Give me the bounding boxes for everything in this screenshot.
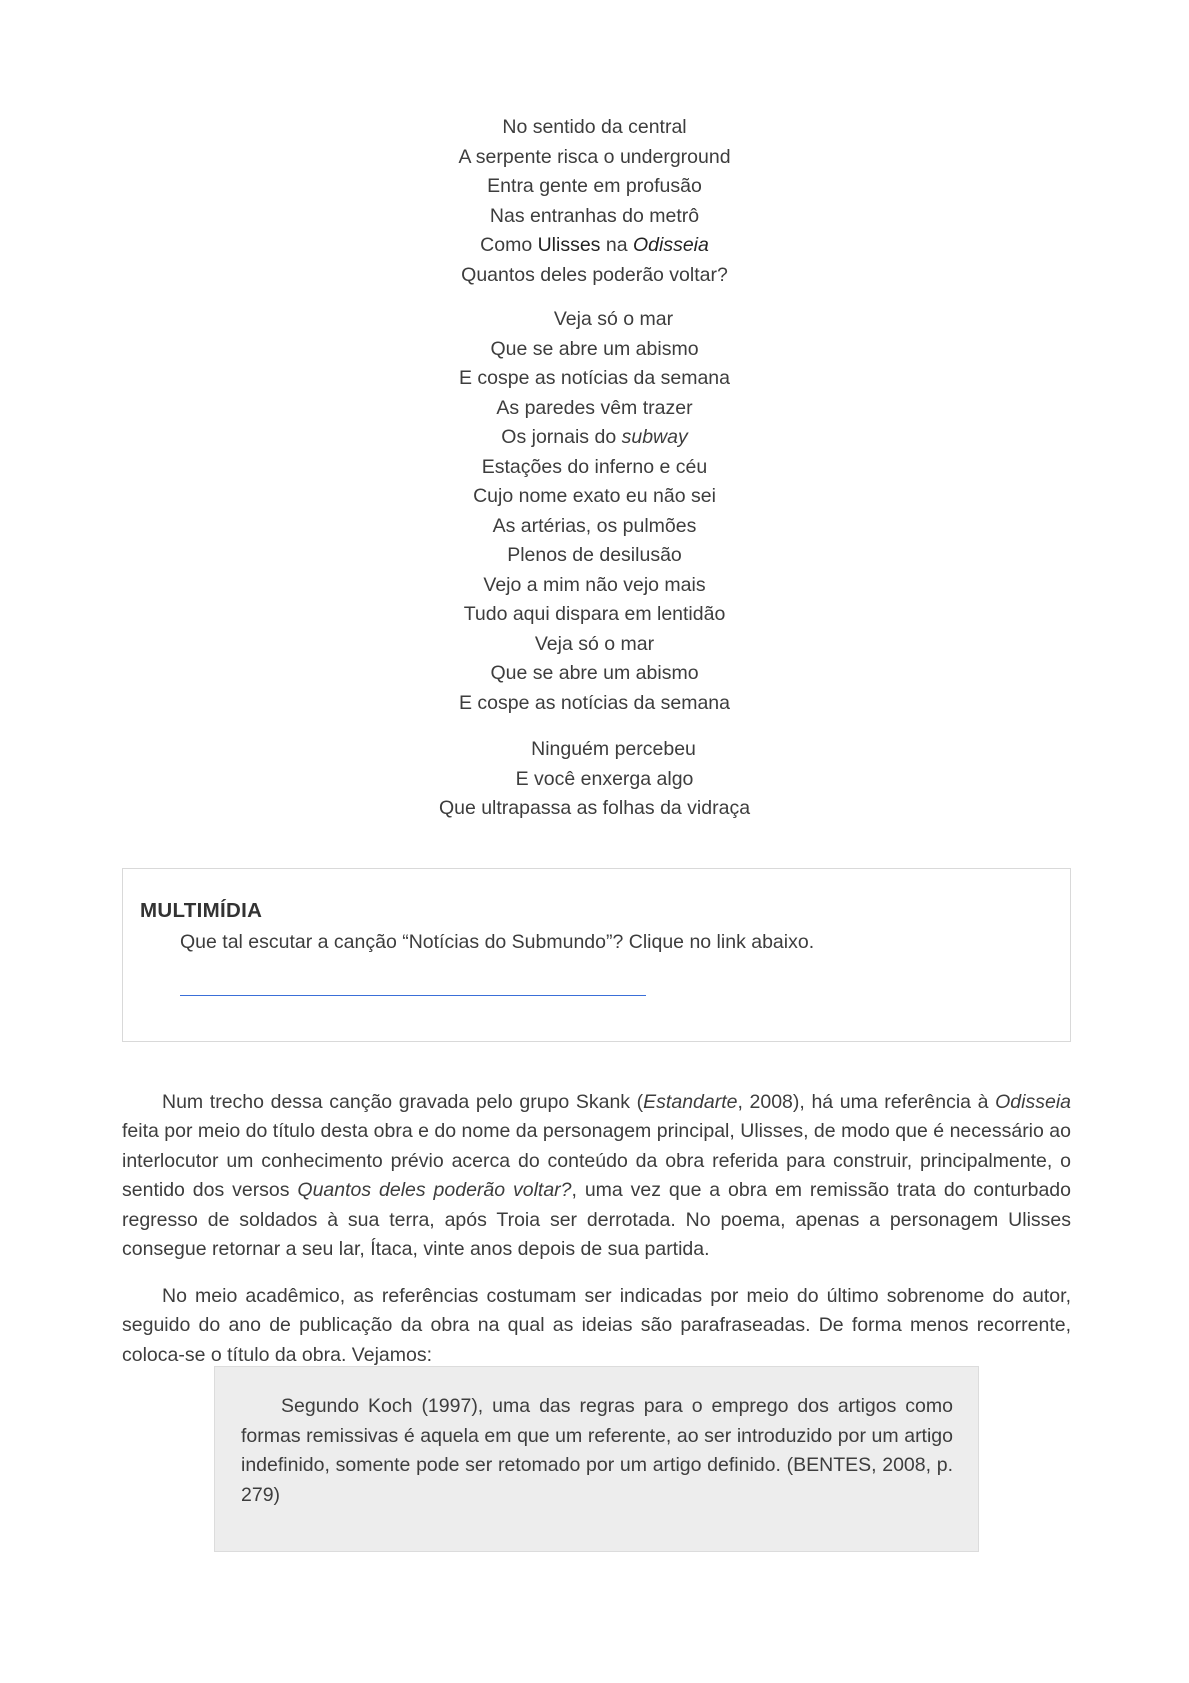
poem-line: Veja só o mar	[553, 308, 674, 330]
work-title: Odisseia	[995, 1090, 1071, 1113]
poem-line: Vejo a mim não vejo mais	[483, 573, 706, 596]
poem-line: E cospe as notícias da semana	[459, 367, 730, 389]
poem-line: Que ultrapassa as folhas da vidraça	[438, 797, 751, 819]
paragraph-text: Num trecho dessa canção gravada pelo grupo Skank (	[162, 1090, 644, 1113]
body-paragraph-2: No meio acadêmico, as referências costumam ser indicadas por meio do último sobrenome do autor, seguido do ano de publicação da obra na qual as ideias são parafraseadas. De forma menos recorrente, coloca-se o título da obra. Vejamos:	[122, 1284, 1071, 1366]
multimedia-title: MULTIMÍDIA	[140, 899, 263, 922]
paragraph-text: , uma vez que a obra em remissão trata do conturbado regresso de soldados à sua terra, após Troia ser derrotada. No poema, apenas a personagem Ulisses consegue retornar a seu lar, Ítaca, vinte anos depois de sua partida.	[122, 1179, 1071, 1261]
poem-line: Ninguém percebeu	[531, 738, 696, 760]
poem-line: Quantos deles poderão voltar?	[461, 263, 728, 286]
citation-box	[214, 1366, 979, 1552]
poem-line: Que se abre um abismo	[490, 337, 699, 360]
poem-line: As paredes vêm trazer	[496, 396, 693, 419]
work-title: Odisseia	[632, 234, 709, 256]
poem-line: As artérias, os pulmões	[492, 514, 697, 537]
paragraph-text: feita por meio do título desta obra e do nome da personagem principal, Ulisses, de modo que é necessário ao interlocutor um conhecimento prévio acerca do conteúdo da obra referida para construir, principalmente, o sentido dos versos	[122, 1120, 1071, 1202]
poem-stanza-1	[0, 113, 1189, 290]
poem-line	[0, 231, 1189, 261]
poem-text: Os jornais do	[501, 426, 622, 448]
poem-stanza-3	[0, 735, 1189, 824]
poem-text: na	[600, 234, 633, 256]
poem-line: A serpente risca o underground	[458, 145, 731, 168]
verse-quote: Quantos deles poderão voltar?	[297, 1179, 572, 1202]
poem-line: E cospe as notícias da semana	[459, 691, 730, 714]
poem-text: Como	[480, 234, 538, 256]
poem-line: Entra gente em profusão	[487, 175, 702, 197]
poem-line: Plenos de desilusão	[507, 544, 682, 566]
poem-line: No sentido da central	[502, 116, 687, 138]
poem-line: Cujo nome exato eu não sei	[473, 485, 716, 507]
album-title: Estandarte	[643, 1090, 738, 1113]
citation-text: Segundo Koch (1997), uma das regras para o emprego dos artigos como formas remissivas é aquela em que um referente, ao ser introduzido por um artigo indefinido, somente pode ser retomado por um artigo definido. (BENTES, 2008, p. 279)	[241, 1395, 953, 1506]
body-paragraph-1	[122, 1088, 1071, 1266]
paragraph-text: , 2008), há uma referência à	[737, 1090, 996, 1113]
poem-line: Que se abre um abismo	[490, 662, 699, 684]
poem-italic: subway	[621, 426, 688, 448]
poem-line: Estações do inferno e céu	[481, 455, 708, 478]
multimedia-text: Que tal escutar a canção “Notícias do Submundo”? Clique no link abaixo.	[180, 931, 815, 953]
song-link[interactable]	[180, 995, 646, 996]
poem-line	[0, 423, 1189, 453]
character-name: Ulisses	[537, 234, 601, 256]
poem-stanza-2	[0, 305, 1189, 718]
multimedia-box	[122, 868, 1071, 1042]
poem-line: Tudo aqui dispara em lentidão	[463, 603, 726, 625]
poem-line: Nas entranhas do metrô	[489, 204, 700, 227]
poem-line: Veja só o mar	[534, 632, 655, 655]
poem-line: E você enxerga algo	[515, 767, 694, 790]
